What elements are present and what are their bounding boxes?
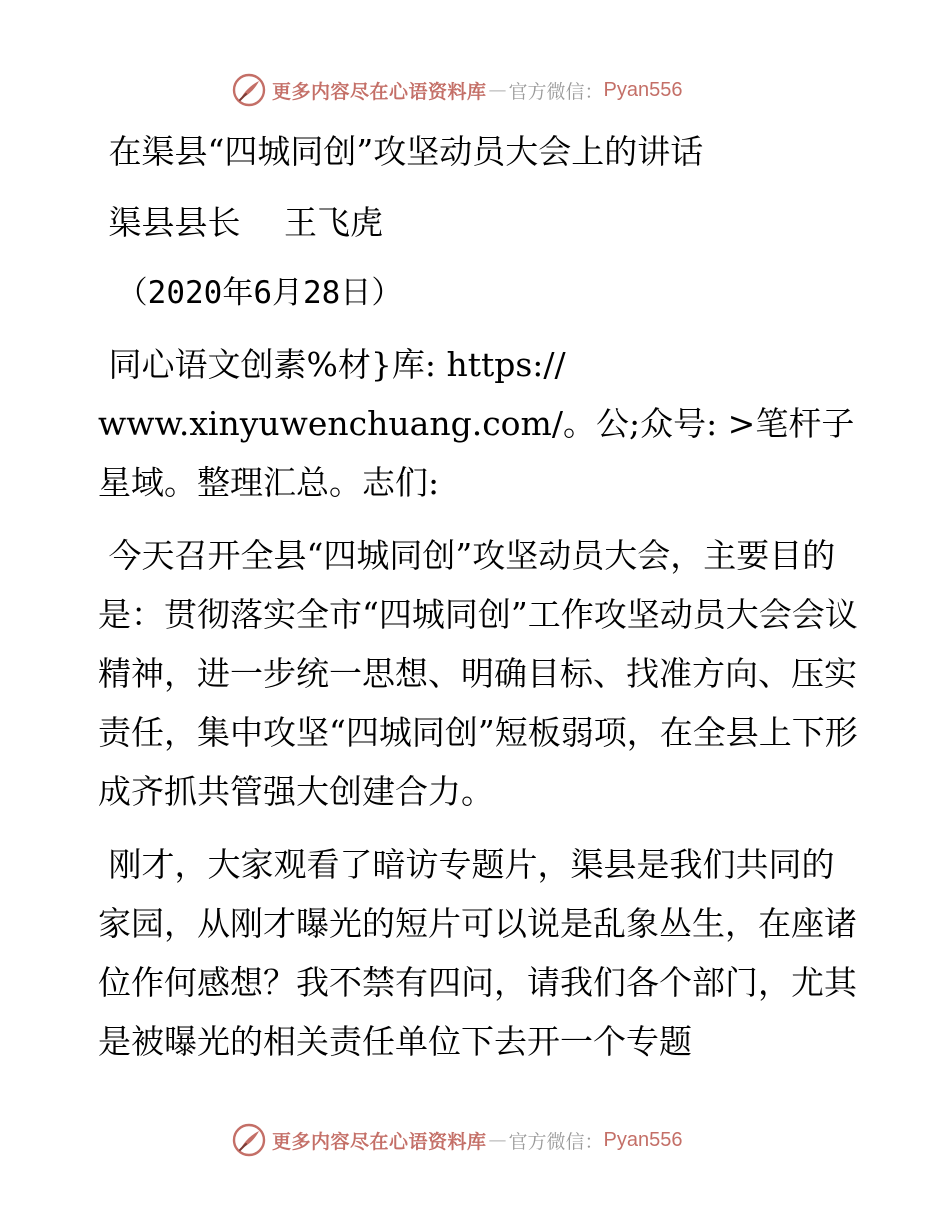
document-title: 在渠县“四城同创”攻坚动员大会上的讲话 xyxy=(98,132,704,171)
footer-banner xyxy=(232,1120,712,1160)
document-source-line: 同心语文创素%材}库: https:// www.xinyuwenchuang.com/。公;众号: >笔杆子星域。整理汇总。志们: xyxy=(98,345,855,502)
banner-brand-text: 更多内容尽在心语资料库 xyxy=(272,1130,487,1153)
document-author: 渠县县长 王飞虎 xyxy=(98,203,383,242)
banner-wechat-id: Pyan556 xyxy=(603,1128,683,1151)
banner-wechat-label: 官方微信： xyxy=(508,1130,604,1153)
document-date: （2020年6月28日） xyxy=(98,275,403,311)
banner-separator: — xyxy=(488,1129,507,1151)
banner-brand-text: 更多内容尽在心语资料库 xyxy=(272,80,487,103)
feather-pen-logo-icon xyxy=(232,1123,266,1157)
header-banner xyxy=(232,70,712,110)
banner-separator: — xyxy=(488,79,507,101)
document-paragraph: 刚才，大家观看了暗访专题片，渠县是我们共同的家园，从刚才曝光的短片可以说是乱象丛生，在座诸位作何感想？我不禁有四问，请我们各个部门，尤其是被曝光的相关责任单位下去开一个专题 xyxy=(98,845,857,1061)
feather-pen-logo-icon xyxy=(232,73,266,107)
document-paragraph: 今天召开全县“四城同创”攻坚动员大会，主要目的是：贯彻落实全市“四城同创”工作攻坚动员大会会议精神，进一步统一思想、明确目标、找准方向、压实责任，集中攻坚“四城同创”短板弱项，在全县上下形成齐抓共管强大创建合力。 xyxy=(98,536,858,811)
banner-wechat-id: Pyan556 xyxy=(603,78,683,101)
document-body xyxy=(98,122,858,1071)
banner-wechat-label: 官方微信： xyxy=(508,80,604,103)
